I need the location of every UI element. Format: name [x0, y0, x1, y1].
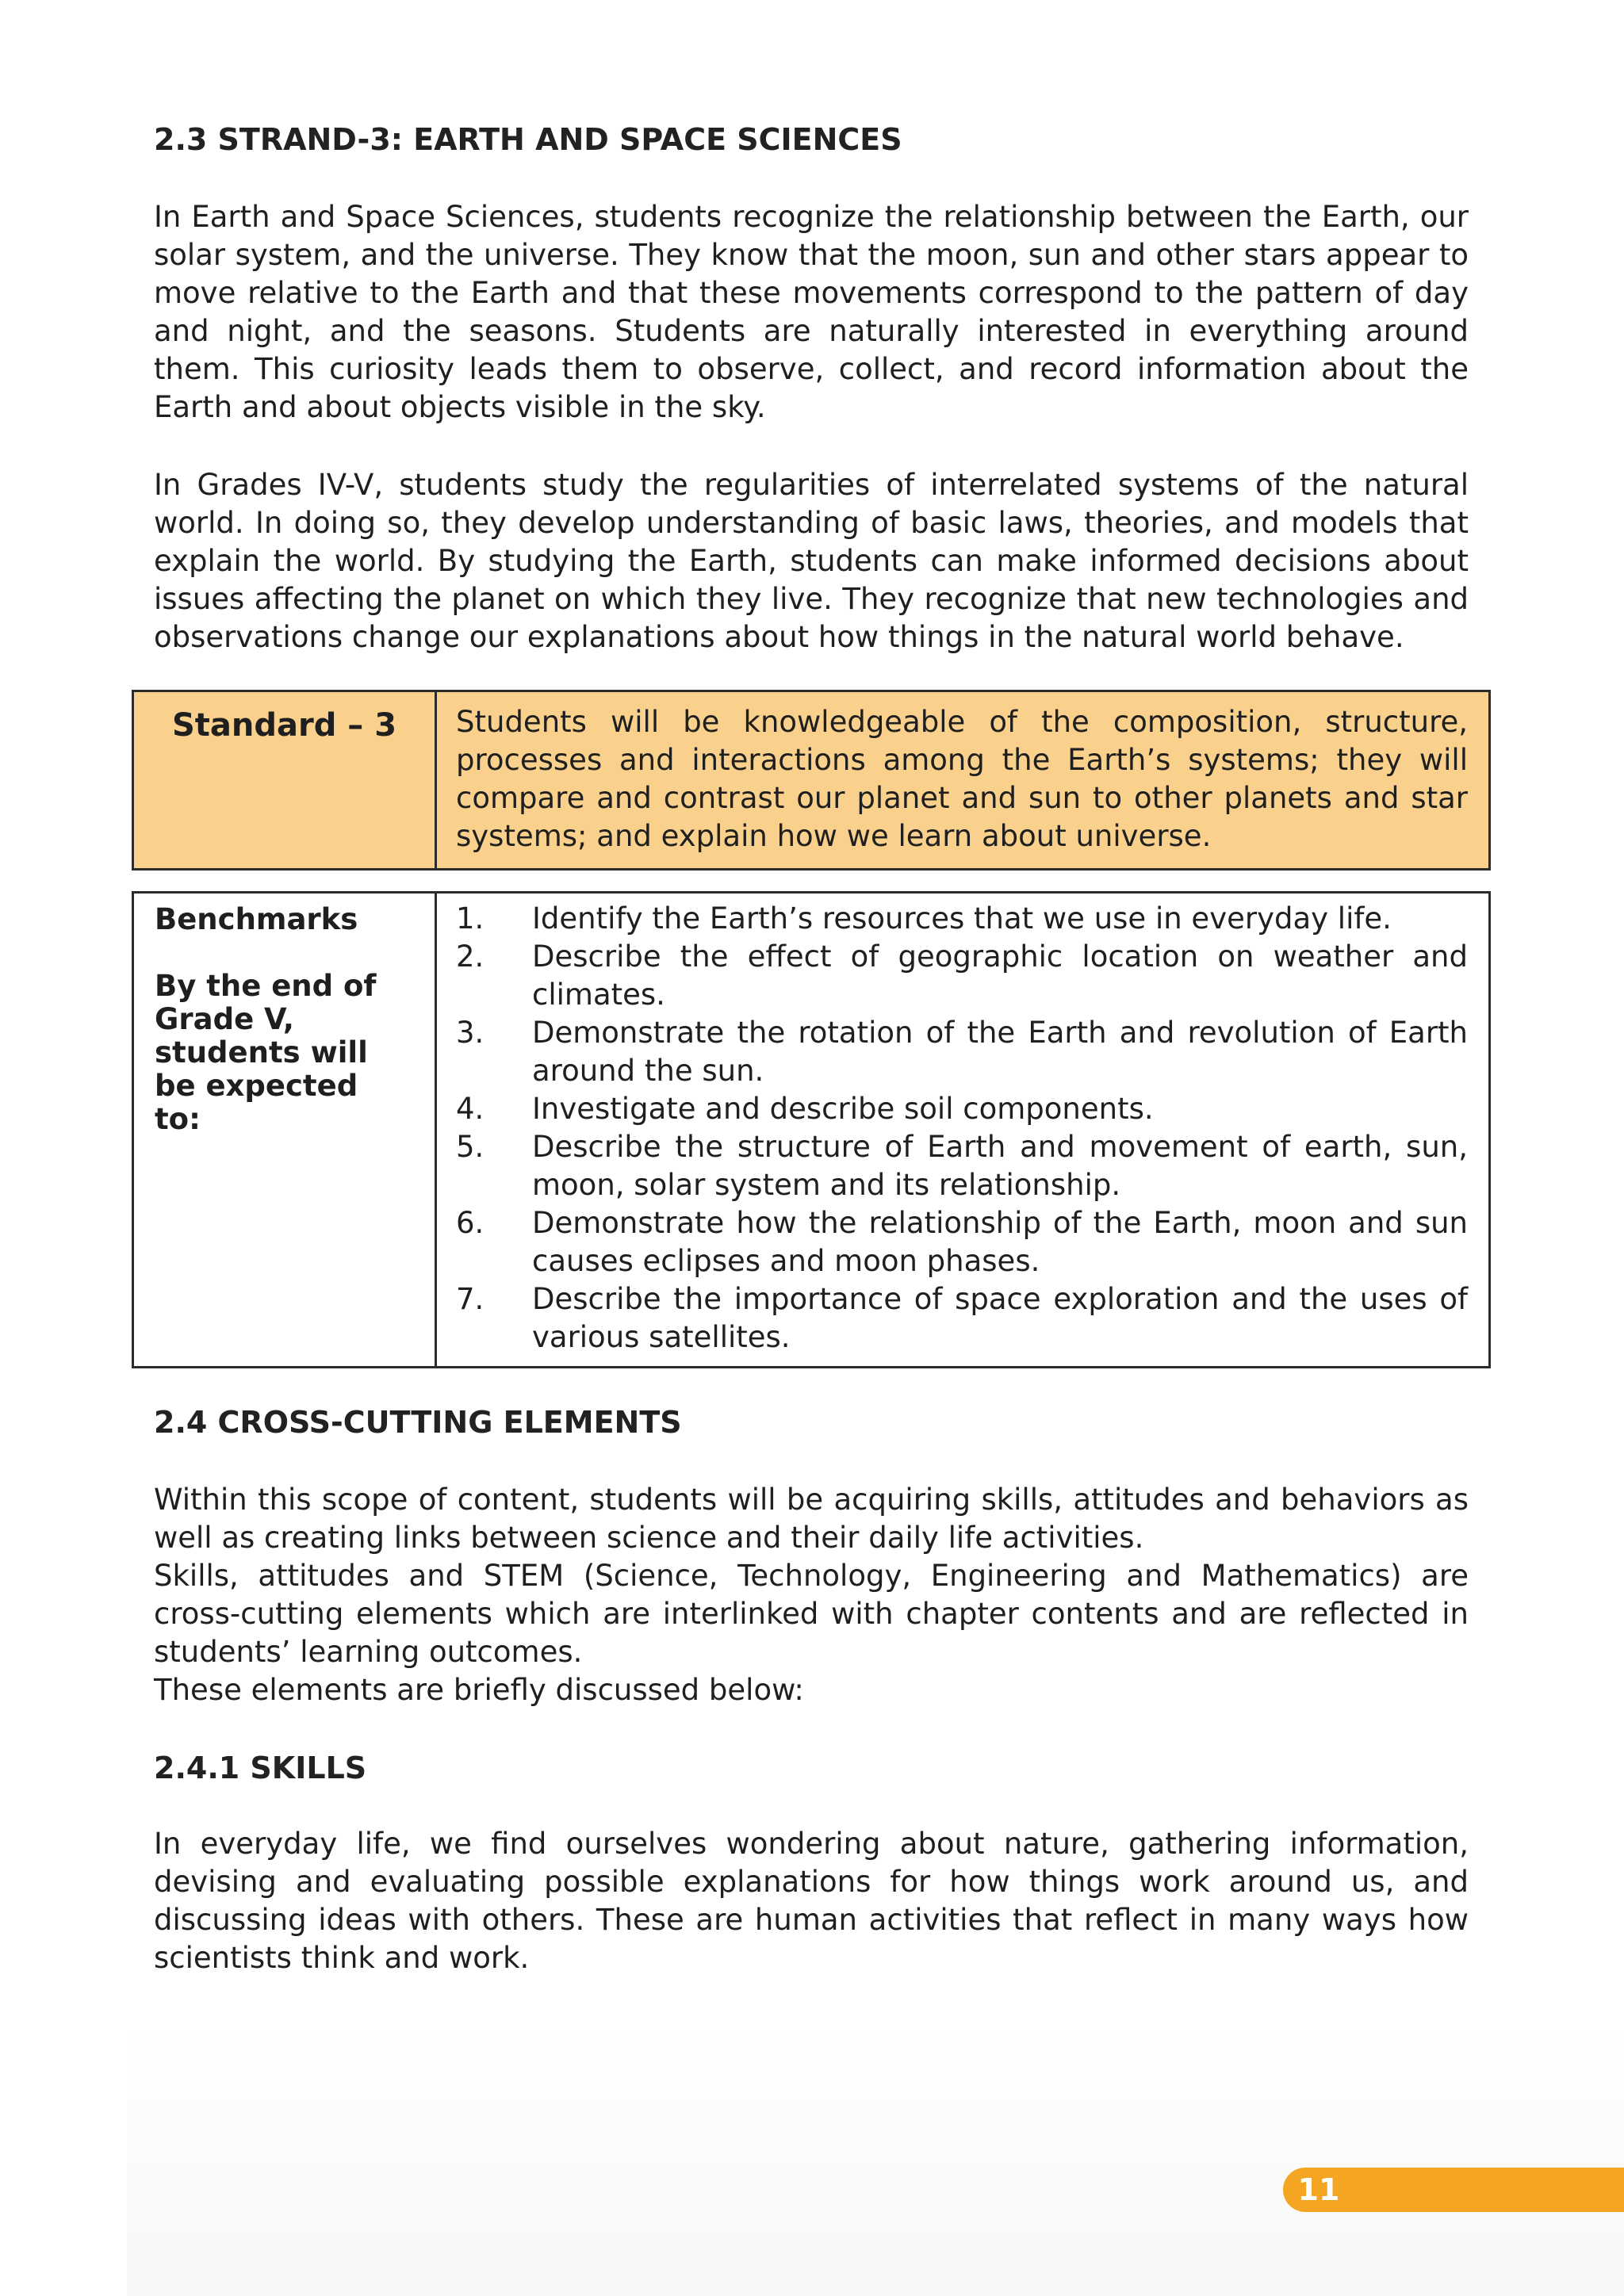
list-item — [456, 1090, 1468, 1128]
list-item-number: 2. — [456, 939, 485, 974]
list-item-number: 1. — [456, 901, 485, 936]
list-item-text: Describe the effect of geographic location on weather and climates. — [532, 939, 1468, 1012]
benchmarks-sublabel: By the end of Grade V, students will be expected to: — [155, 969, 377, 1136]
section-heading-2-4: 2.4 CROSS-CUTTING ELEMENTS — [154, 1405, 682, 1440]
list-item-text: Demonstrate the rotation of the Earth and revolution of Earth around the sun. — [532, 1016, 1468, 1088]
cross-cutting-line-3: These elements are briefly discussed below: — [154, 1673, 804, 1707]
standard-description: Students will be knowledgeable of the composition, structure, processes and interactions among the Earth’s systems; they will compare and contrast our planet and sun to other planets and star systems; and explain how we learn about universe. — [456, 705, 1468, 853]
benchmarks-table — [132, 891, 1491, 1368]
list-item — [456, 1128, 1468, 1204]
cross-cutting-line-2: Skills, attitudes and STEM (Science, Technology, Engineering and Mathematics) are cross-cutting elements which are interlinked with chapter contents and are reflected in students’ learning outcomes. — [154, 1559, 1469, 1669]
skills-paragraph: In everyday life, we find ourselves wondering about nature, gathering information, devising and evaluating possible explanations for how things work around us, and discussing ideas with others. These are human activities that reflect in many ways how scientists think and work. — [154, 1827, 1469, 1975]
benchmarks-label-cell — [134, 894, 437, 1366]
page-shade — [127, 2022, 1624, 2296]
list-item-number: 5. — [456, 1130, 485, 1164]
benchmarks-label: Benchmarks — [155, 902, 358, 936]
section-heading-2-4-1: 2.4.1 SKILLS — [154, 1751, 367, 1785]
list-item-text: Describe the importance of space exploration and the uses of various satellites. — [532, 1282, 1468, 1354]
list-item — [456, 938, 1468, 1014]
standard-label: Standard – 3 — [134, 692, 437, 868]
benchmarks-list — [437, 894, 1488, 1366]
list-item — [456, 1280, 1468, 1357]
section-heading-2-3: 2.3 STRAND-3: EARTH AND SPACE SCIENCES — [154, 122, 902, 157]
list-item-text: Describe the structure of Earth and movement of earth, sun, moon, solar system and its relationship. — [532, 1130, 1468, 1202]
page-number: 11 — [1297, 2172, 1340, 2207]
standard-table — [132, 690, 1491, 871]
list-item-text: Investigate and describe soil components. — [532, 1092, 1154, 1126]
list-item-number: 7. — [456, 1282, 485, 1316]
list-item-number: 4. — [456, 1092, 485, 1126]
list-item-number: 6. — [456, 1206, 485, 1240]
list-item-text: Identify the Earth’s resources that we use in everyday life. — [532, 901, 1392, 936]
list-item — [456, 900, 1468, 938]
grades-paragraph: In Grades IV-V, students study the regularities of interrelated systems of the natural world. In doing so, they develop understanding of basic laws, theories, and models that explain the world. By studying the Earth, students can make informed decisions about issues affecting the planet on which they live. They recognize that new technologies and observations change our explanations about how things in the natural world behave. — [154, 468, 1469, 654]
cross-cutting-paragraph — [154, 1481, 1469, 1709]
list-item — [456, 1014, 1468, 1090]
cross-cutting-line-1: Within this scope of content, students will be acquiring skills, attitudes and behaviors as well as creating links between science and their daily life activities. — [154, 1483, 1469, 1555]
list-item — [456, 1204, 1468, 1280]
list-item-text: Demonstrate how the relationship of the Earth, moon and sun causes eclipses and moon phases. — [532, 1206, 1468, 1278]
strand3-intro-paragraph: In Earth and Space Sciences, students recognize the relationship between the Earth, our solar system, and the universe. They know that the moon, sun and other stars appear to move relative to the Earth and that these movements correspond to the pattern of day and night, and the seasons. Students are naturally interested in everything around them. This curiosity leads them to observe, collect, and record information about the Earth and about objects visible in the sky. — [154, 200, 1469, 424]
list-item-number: 3. — [456, 1016, 485, 1050]
